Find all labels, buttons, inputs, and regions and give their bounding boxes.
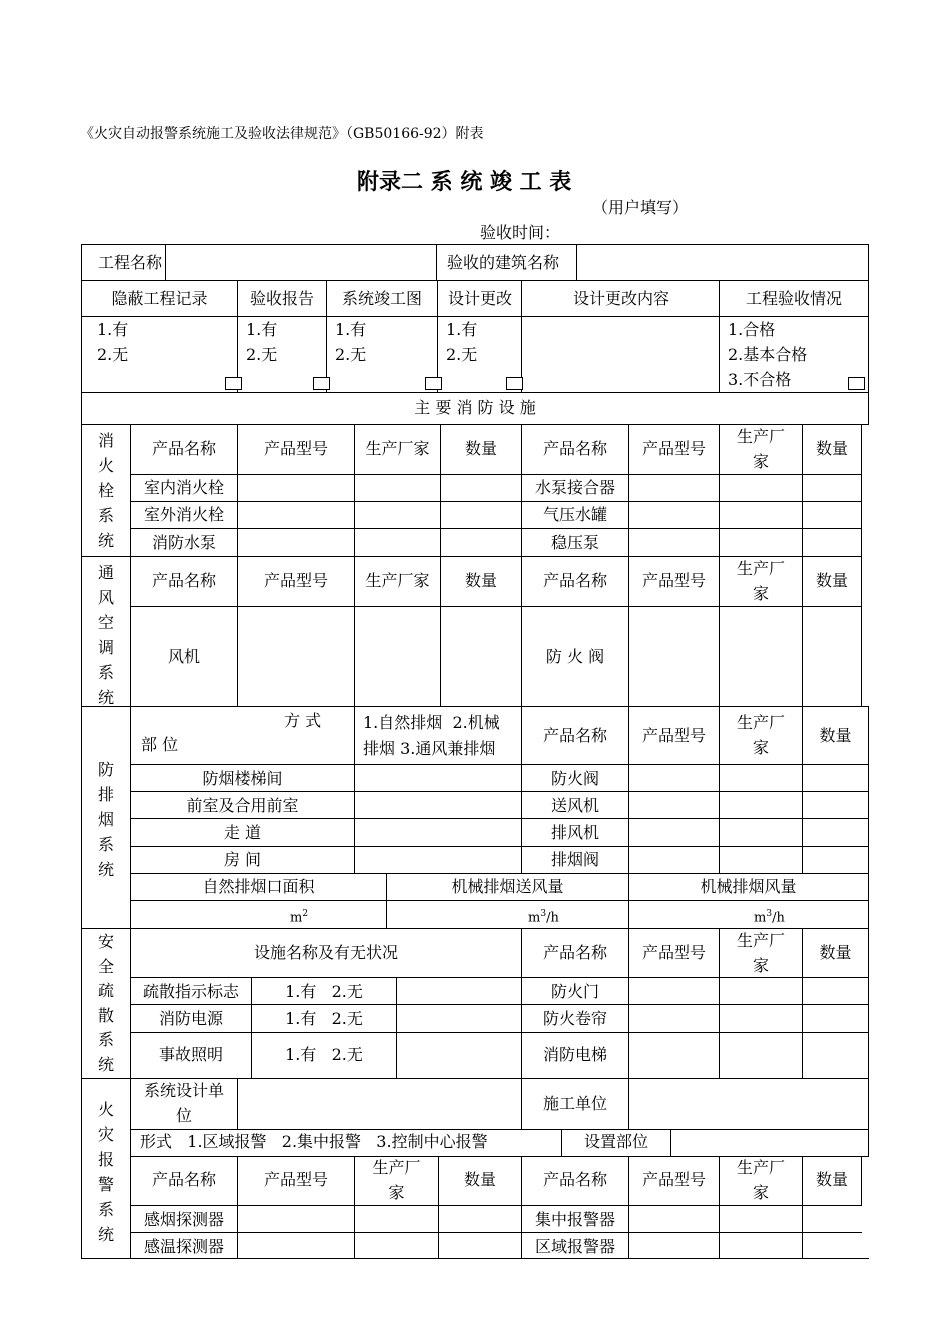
alarm-zone-panel: 区域报警器 (534, 1237, 615, 1256)
smoke-col-maker-r1: 生产厂 (736, 713, 785, 732)
hydrant-indoor: 室内消火栓 (143, 478, 224, 497)
alarm-col-maker-r2: 家 (752, 1183, 769, 1202)
doc-header-acceptance-report: 验收报告 (249, 289, 314, 308)
smoke-col-model-r: 产品型号 (641, 726, 706, 745)
project-name-field[interactable] (166, 246, 436, 279)
smoke-unit-supply: $m^3/h$ (528, 909, 559, 926)
alarm-system-label: 火 灾 报 警 系 统 (97, 1100, 114, 1244)
evacuation-system-label: 安 全 疏 散 系 统 (97, 932, 114, 1074)
subtitle: （用户填写） (592, 198, 689, 217)
grid-line (868, 244, 869, 425)
smoke-col-maker-r2: 家 (752, 738, 769, 757)
concealed-opt-no: 2.无 (97, 345, 129, 364)
smoke-room: 房 间 (223, 850, 262, 869)
grid-line (130, 606, 862, 607)
alarm-central-panel: 集中报警器 (534, 1210, 615, 1229)
evac-fire-power-opts: 1.有 2.无 (285, 1009, 363, 1028)
alarm-design-unit-1: 系统设计单 (143, 1081, 224, 1100)
evac-exit-sign-opts: 1.有 2.无 (285, 982, 363, 1001)
change-opt-yes: 1.有 (446, 320, 478, 339)
vent-fire-damper: 防 火 阀 (545, 647, 605, 666)
alarm-col-qty-r: 数量 (815, 1170, 848, 1189)
change-opt-no: 2.无 (446, 345, 478, 364)
ventilation-system-label: 通 风 空 调 系 统 (97, 563, 114, 707)
vent-col-maker-r1: 生产厂 (736, 559, 785, 578)
evac-emergency-light: 事故照明 (158, 1045, 223, 1064)
alarm-heat-detector: 感温探测器 (143, 1237, 224, 1256)
alarm-col-maker-2: 家 (388, 1183, 405, 1202)
grid-line (436, 244, 437, 281)
hydrant-col-name: 产品名称 (151, 439, 216, 458)
smoke-stairwell: 防烟楼梯间 (202, 769, 283, 788)
project-name-label: 工程名称 (98, 253, 163, 272)
smoke-supply-fan: 送风机 (550, 796, 599, 815)
main-facilities-title: 主 要 消 防 设 施 (414, 398, 536, 417)
smoke-antechamber: 前室及合用前室 (186, 796, 299, 815)
grid-line (130, 900, 869, 901)
drawing-opt-yes: 1.有 (335, 320, 367, 339)
doc-header-concealed-record: 隐蔽工程记录 (111, 289, 208, 308)
building-name-label: 验收的建筑名称 (447, 253, 560, 272)
smoke-fire-damper: 防火阀 (550, 769, 599, 788)
vent-col-name-r: 产品名称 (542, 571, 607, 590)
vent-col-name: 产品名称 (151, 571, 216, 590)
hydrant-pressure-tank: 气压水罐 (542, 505, 607, 524)
grid-line (81, 556, 862, 557)
grid-line (130, 474, 862, 475)
alarm-install-location-field[interactable] (671, 1130, 868, 1156)
hydrant-col-name-r: 产品名称 (542, 439, 607, 458)
evac-fire-door: 防火门 (550, 982, 599, 1001)
drawing-checkbox[interactable] (425, 377, 442, 390)
grid-line (81, 706, 869, 707)
report-opt-yes: 1.有 (246, 320, 278, 339)
acceptance-pass: 1.合格 (728, 320, 776, 339)
alarm-construction-unit-field[interactable] (629, 1079, 868, 1129)
smoke-exhaust-valve: 排烟阀 (550, 850, 599, 869)
hydrant-outdoor: 室外消火栓 (143, 505, 224, 524)
grid-line (81, 424, 869, 425)
alarm-install-location: 设置部位 (583, 1132, 648, 1151)
evac-emergency-light-opts: 1.有 2.无 (285, 1045, 363, 1064)
grid-line (130, 977, 869, 978)
hydrant-col-model-r: 产品型号 (641, 439, 706, 458)
smoke-exhaust-fan: 排风机 (550, 823, 599, 842)
evac-col-maker-r2: 家 (752, 956, 769, 975)
grid-line (130, 1032, 869, 1033)
alarm-col-name: 产品名称 (151, 1170, 216, 1189)
smoke-mode-options-1: 1.自然排烟 2.机械 (363, 713, 500, 732)
hydrant-stabilizer-pump: 稳压泵 (550, 533, 599, 552)
vent-col-qty: 数量 (464, 571, 497, 590)
hydrant-col-maker-r1: 生产厂 (736, 427, 785, 446)
grid-line (861, 1156, 862, 1206)
alarm-form-options: 形式 1.区域报警 2.集中报警 3.控制中心报警 (140, 1132, 488, 1151)
design-change-content-field[interactable] (523, 317, 719, 390)
acceptance-checkbox[interactable] (848, 377, 865, 390)
grid-line (81, 392, 869, 393)
acceptance-basic-pass: 2.基本合格 (728, 345, 808, 364)
grid-line (861, 556, 862, 707)
header-note: 《火灾自动报警系统施工及验收法律规范》（GB50166-92）附表 (80, 126, 484, 142)
smoke-natural-vent-area: 自然排烟口面积 (202, 877, 315, 896)
hydrant-col-maker: 生产厂家 (365, 439, 430, 458)
alarm-col-qty: 数量 (463, 1170, 496, 1189)
grid-line (81, 316, 869, 317)
evac-header: 设施名称及有无状况 (253, 943, 398, 962)
grid-line (81, 244, 869, 245)
grid-line (130, 1205, 862, 1206)
hydrant-pump-adapter: 水泵接合器 (534, 478, 615, 497)
alarm-smoke-detector: 感烟探测器 (143, 1210, 224, 1229)
grid-line (81, 280, 869, 281)
vent-col-maker-r2: 家 (752, 584, 769, 603)
evac-fire-shutter: 防火卷帘 (542, 1009, 607, 1028)
grid-line (130, 764, 869, 765)
grid-line (868, 1078, 869, 1157)
grid-line (130, 1232, 862, 1233)
doc-header-design-change: 设计更改 (447, 289, 512, 308)
grid-line (861, 424, 862, 557)
hydrant-col-maker-r2: 家 (752, 452, 769, 471)
smoke-unit-area: $m^2$ (290, 909, 309, 926)
hydrant-col-qty-r: 数量 (815, 439, 848, 458)
concealed-checkbox[interactable] (225, 377, 242, 390)
grid-line (81, 1258, 869, 1259)
acceptance-fail: 3.不合格 (728, 370, 792, 389)
alarm-col-name-r: 产品名称 (542, 1170, 607, 1189)
evac-col-maker-r1: 生产厂 (736, 931, 785, 950)
grid-line (130, 501, 862, 502)
grid-line (130, 873, 869, 874)
grid-line (354, 706, 355, 874)
vent-col-model-r: 产品型号 (641, 571, 706, 590)
grid-line (396, 977, 397, 1079)
doc-header-design-change-content: 设计更改内容 (572, 289, 669, 308)
evac-fire-power: 消防电源 (158, 1009, 223, 1028)
smoke-unit-exhaust: $m^3/h$ (754, 909, 785, 926)
evac-col-model-r: 产品型号 (641, 943, 706, 962)
evac-fire-elevator: 消防电梯 (542, 1045, 607, 1064)
alarm-construction-unit: 施工单位 (542, 1094, 607, 1113)
grid-line (130, 528, 862, 529)
smoke-col-qty-r: 数量 (819, 726, 852, 745)
grid-line (130, 846, 869, 847)
alarm-col-maker-r1: 生产厂 (736, 1158, 785, 1177)
evac-exit-sign: 疏散指示标志 (142, 982, 239, 1001)
grid-line (81, 928, 869, 929)
doc-header-acceptance-status: 工程验收情况 (745, 289, 842, 308)
report-checkbox[interactable] (313, 377, 330, 390)
concealed-opt-yes: 1.有 (97, 320, 129, 339)
report-opt-no: 2.无 (246, 345, 278, 364)
grid-line (130, 818, 869, 819)
smoke-position-label: 部 位 (141, 735, 179, 754)
grid-line (130, 1004, 869, 1005)
smoke-mech-exhaust-volume: 机械排烟风量 (700, 877, 797, 896)
evac-col-qty-r: 数量 (819, 943, 852, 962)
alarm-design-unit-field[interactable] (238, 1079, 521, 1129)
smoke-corridor: 走 道 (223, 823, 262, 842)
hydrant-col-qty: 数量 (464, 439, 497, 458)
grid-line (130, 791, 869, 792)
alarm-col-model: 产品型号 (263, 1170, 328, 1189)
page-title: 附录二 系 统 竣 工 表 (357, 170, 572, 195)
acceptance-time-label: 验收时间： (480, 223, 561, 242)
smoke-mode-label: 方 式 (284, 711, 322, 730)
vent-col-model: 产品型号 (263, 571, 328, 590)
grid-line (130, 1156, 869, 1157)
smoke-mech-supply-volume: 机械排烟送风量 (451, 877, 564, 896)
vent-fan: 风机 (167, 647, 200, 666)
doc-header-as-built-drawing: 系统竣工图 (341, 289, 422, 308)
smoke-mode-options-2: 排烟 3.通风兼排烟 (363, 739, 496, 758)
building-name-field[interactable] (577, 246, 868, 279)
drawing-opt-no: 2.无 (335, 345, 367, 364)
alarm-col-maker-1: 生产厂 (372, 1158, 421, 1177)
evac-col-name-r: 产品名称 (542, 943, 607, 962)
hydrant-system-label: 消 火 栓 系 统 (97, 431, 114, 550)
change-checkbox[interactable] (506, 377, 523, 390)
hydrant-fire-pump: 消防水泵 (151, 533, 216, 552)
alarm-col-model-r: 产品型号 (641, 1170, 706, 1189)
vent-col-qty-r: 数量 (815, 571, 848, 590)
alarm-design-unit-2: 位 (175, 1106, 192, 1125)
smoke-col-name-r: 产品名称 (542, 726, 607, 745)
hydrant-col-model: 产品型号 (263, 439, 328, 458)
smoke-system-label: 防 排 烟 系 统 (97, 760, 114, 879)
vent-col-maker: 生产厂家 (365, 571, 430, 590)
